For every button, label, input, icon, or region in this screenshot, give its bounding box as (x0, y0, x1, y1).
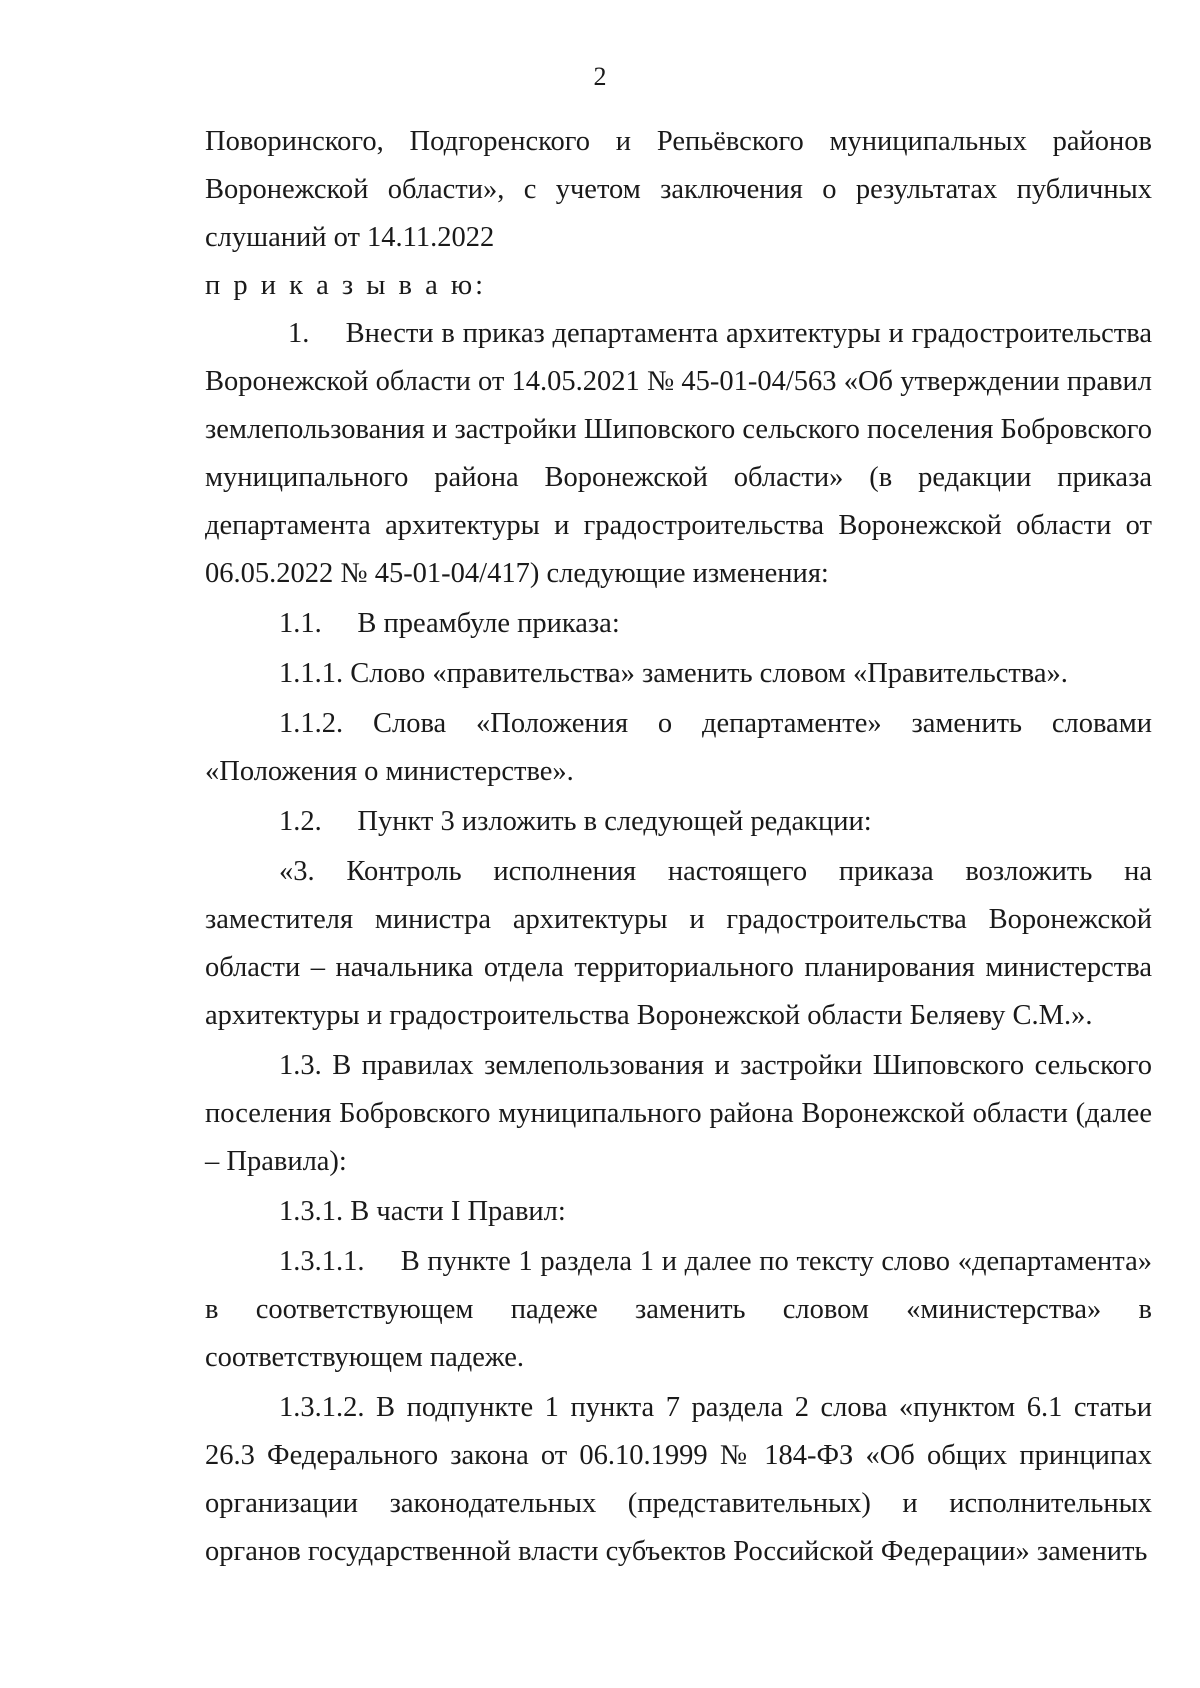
paragraph-order-word: п р и к а з ы в а ю: (205, 270, 487, 301)
paragraph-item-1-1-1: 1.1.1. Слово «правительства» заменить словом «Правительства». (279, 658, 1068, 689)
paragraph-item-1-3-1: 1.3.1. В части I Правил: (279, 1196, 566, 1227)
paragraph-item-1-2: 1.2. Пункт 3 изложить в следующей редакции: (279, 806, 872, 837)
page-number: 2 (593, 62, 607, 91)
document-body (205, 118, 1152, 1576)
paragraph-item-3-quote: «3. Контроль исполнения настоящего приказа возложить на заместителя министра архитектуры и градостроительства Воронежской области – начальника отдела территориального планирования министерства архитектуры и градостроительства Воронежской области Беляеву С.М.». (205, 856, 1152, 1031)
paragraph-item-1-3-1-2: 1.3.1.2. В подпункте 1 пункта 7 раздела 2 слова «пунктом 6.1 статьи 26.3 Федерального закона от 06.10.1999 № 184-ФЗ «Об общих принципах организации законодательных (представительных) и исполнительных органов государственной власти субъектов Российской Федерации» заменить (205, 1392, 1152, 1567)
paragraph-item-1: 1. Внести в приказ департамента архитектуры и градостроительства Воронежской области от 14.05.2021 № 45-01-04/563 «Об утверждении правил землепользования и застройки Шиповского сельского поселения Бобровского муниципального района Воронежской области» (в редакции приказа департамента архитектуры и градостроительства Воронежской области от 06.05.2022 № 45-01-04/417) следующие изменения: (205, 318, 1152, 589)
paragraph-item-1-3-1-1: 1.3.1.1. В пункте 1 раздела 1 и далее по тексту слово «департамента» в соответствующем падеже заменить словом «министерства» в соответствующем падеже. (205, 1246, 1152, 1373)
paragraph-item-1-3: 1.3. В правилах землепользования и застройки Шиповского сельского поселения Бобровского муниципального района Воронежской области (далее – Правила): (205, 1050, 1152, 1177)
paragraph-preamble-continuation: Поворинского, Подгоренского и Репьёвского муниципальных районов Воронежской области», с учетом заключения о результатах публичных слушаний от 14.11.2022 (205, 126, 1152, 253)
paragraph-item-1-1: 1.1. В преамбуле приказа: (279, 608, 620, 639)
paragraph-item-1-1-2: 1.1.2. Слова «Положения о департаменте» заменить словами «Положения о министерстве». (205, 708, 1152, 787)
